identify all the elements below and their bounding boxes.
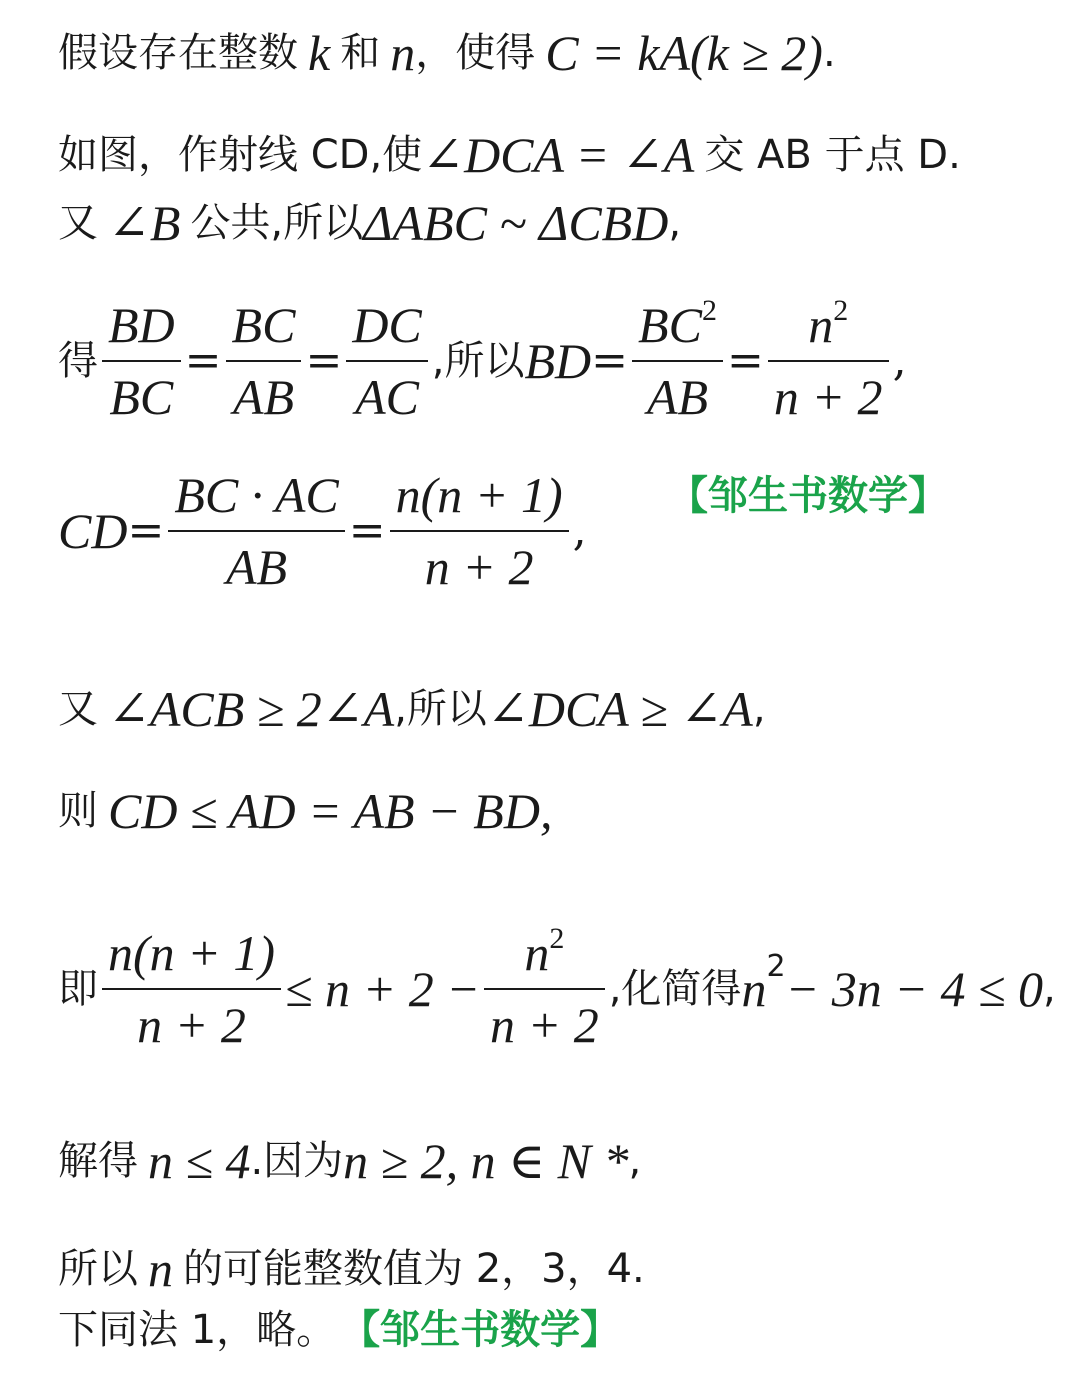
line-cd-inequality [58,783,553,839]
text: 又 [58,200,98,246]
math-n-le-4: n ≤ 4 [148,1133,251,1189]
line-similarity [58,195,682,251]
fraction-n2-n2: $\frac{n^2}{n + 2}$ [768,300,889,422]
text: 则 [58,788,98,834]
line-construction [58,127,961,183]
math-acb: ∠ACB ≥ 2∠A [108,681,395,737]
fraction-n2-n2: $\frac{n^2}{n + 2}$ [484,928,605,1050]
math-similar-triangles: ΔABC ~ ΔCBD [363,195,669,251]
line-cd: CD = $\frac{BC \cdot AC}{AB}$ = $\frac{n(n + 1)}{n + 2}$ , [58,467,587,595]
line-simplify: 即 $\frac{n(n + 1)}{n + 2}$ ≤ n + 2 − $\frac{n^2}{n + 2}$ ,化简得 n 2 − 3n − 4 ≤ 0 , [58,922,1056,1053]
fraction-bd-bc: $\frac{BD}{BC}$ [102,300,181,422]
text: 又 [58,686,98,732]
text: ，使得 [415,30,536,76]
text: ,化简得 [608,966,742,1012]
math-n: n [148,1241,173,1297]
text: ,所以 [394,686,487,732]
fraction-nn1-n2: $\frac{n(n + 1)}{n + 2}$ [102,928,281,1050]
text: 和 [340,30,381,76]
text: 如图，作射线 CD,使 [58,132,423,178]
text: 假设存在整数 [58,30,298,76]
text: , [1042,966,1056,1012]
text: 的可能整数值为 2，3，4. [183,1246,645,1292]
text: 即 [58,966,98,1012]
fraction-dc-ac: $\frac{DC}{AC}$ [346,300,427,422]
math-equation: C = kA(k ≥ 2) [545,25,823,81]
math-n: n [390,25,416,81]
brand-watermark: 【邹生书数学】 [340,1307,621,1353]
fraction-bcac-ab: $\frac{BC \cdot AC}{AB}$ [168,470,344,592]
line-integer-values [58,1241,645,1297]
math-angle-b: ∠B [108,195,181,251]
line-assumption [58,25,836,81]
text: 得 [58,338,98,384]
fraction-nn1-n2: $\frac{n(n + 1)}{n + 2}$ [390,470,569,592]
text: 交 AB 于点 D. [704,132,961,178]
text: , [752,686,766,732]
line-conclusion [58,1307,621,1353]
math-k: k [308,25,331,81]
line-ratio: 得 $\frac{BD}{BC}$ = $\frac{BC}{AB}$ = $\frac{DC}{AC}$ ,所以 BD = $\frac{BC^2}{AB}$ = $\frac{n^2}{n + 2}$ , [58,294,907,425]
fraction-bc-ab: $\frac{BC}{AB}$ [226,300,302,422]
text: ,所以 [431,338,525,384]
math-middle: ≤ n + 2 − [285,961,480,1017]
math-n-range: n ≥ 2, n ∈ N * [343,1133,629,1189]
math-angle-equation: ∠DCA = ∠A [422,127,695,183]
math-n: n [741,961,767,1017]
line-solve [58,1133,642,1189]
math-bd: BD [524,333,592,389]
math-dca: ∠DCA ≥ ∠A [486,681,753,737]
text: . [822,30,836,76]
brand-watermark: 【邹生书数学】 [668,473,948,519]
math-cd-ad: CD ≤ AD = AB − BD, [108,783,553,839]
math-cd: CD [58,503,128,559]
math-quadratic: − 3n − 4 ≤ 0 [785,961,1043,1017]
text: 解得 [58,1138,138,1184]
text: .因为 [250,1138,344,1184]
text: , [628,1138,642,1184]
text: 下同法 1，略。 [58,1307,337,1353]
text: 所以 [58,1246,138,1292]
text: 公共,所以 [190,200,364,246]
line-angle-inequality [58,681,766,737]
fraction-bc2-ab: $\frac{BC^2}{AB}$ [632,300,723,422]
text: , [668,200,682,246]
